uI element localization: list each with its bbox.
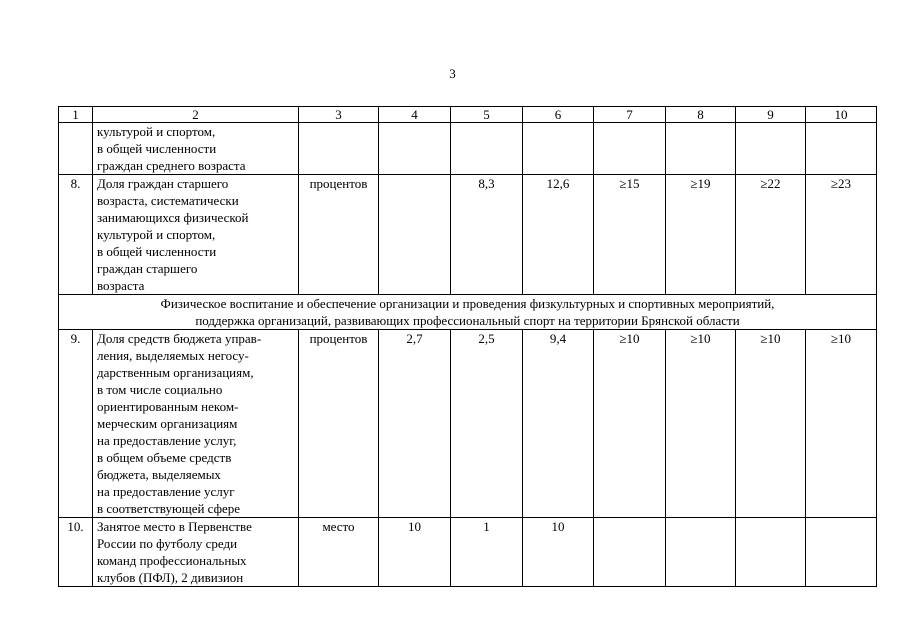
- value-cell: ≥10: [594, 330, 666, 518]
- table-row: [59, 518, 877, 587]
- column-header: 10: [806, 107, 877, 123]
- column-header: 5: [451, 107, 523, 123]
- row-number: 9.: [59, 330, 93, 518]
- table-row-continuation: [59, 123, 877, 175]
- value-cell: 1: [451, 518, 523, 587]
- indicator-name: культурой и спортом, в общей численности граждан среднего возраста: [93, 123, 299, 175]
- value-cell: ≥15: [594, 175, 666, 295]
- value-cell: 2,7: [379, 330, 451, 518]
- indicator-name: Доля средств бюджета управ- ления, выделяемых негосу- дарственным организациям, в том числе социально ориентированным неком- мерческим организациям на предоставление услуг, в общем объеме средств бюджета, выделяемых на предоставление услуг в соответствующей сфере: [93, 330, 299, 518]
- value-cell: [379, 175, 451, 295]
- column-header: 9: [736, 107, 806, 123]
- value-cell: ≥10: [806, 330, 877, 518]
- unit-cell: место: [299, 518, 379, 587]
- value-cell: [736, 518, 806, 587]
- row-number: [59, 123, 93, 175]
- value-cell: [666, 518, 736, 587]
- column-header: 3: [299, 107, 379, 123]
- unit-cell: процентов: [299, 330, 379, 518]
- value-cell: ≥22: [736, 175, 806, 295]
- column-header: 6: [523, 107, 594, 123]
- value-cell: 9,4: [523, 330, 594, 518]
- value-cell: ≥10: [666, 330, 736, 518]
- value-cell: [451, 123, 523, 175]
- unit-cell: [299, 123, 379, 175]
- value-cell: [666, 123, 736, 175]
- column-header: 2: [93, 107, 299, 123]
- row-number: 10.: [59, 518, 93, 587]
- value-cell: 8,3: [451, 175, 523, 295]
- column-header: 7: [594, 107, 666, 123]
- table-row: [59, 330, 877, 518]
- column-header: 8: [666, 107, 736, 123]
- page-number: 3: [449, 66, 456, 81]
- value-cell: ≥10: [736, 330, 806, 518]
- value-cell: 10: [523, 518, 594, 587]
- value-cell: [594, 518, 666, 587]
- value-cell: ≥23: [806, 175, 877, 295]
- row-number: 8.: [59, 175, 93, 295]
- value-cell: 12,6: [523, 175, 594, 295]
- table-row: [59, 175, 877, 295]
- value-cell: [736, 123, 806, 175]
- value-cell: [594, 123, 666, 175]
- column-header: 1: [59, 107, 93, 123]
- value-cell: ≥19: [666, 175, 736, 295]
- value-cell: [523, 123, 594, 175]
- value-cell: [806, 518, 877, 587]
- value-cell: 10: [379, 518, 451, 587]
- column-header: 4: [379, 107, 451, 123]
- value-cell: [806, 123, 877, 175]
- unit-cell: процентов: [299, 175, 379, 295]
- value-cell: [379, 123, 451, 175]
- section-header-row: [59, 295, 877, 330]
- section-title: Физическое воспитание и обеспечение организации и проведения физкультурных и спортивных мероприятий, поддержка организаций, развивающих профессиональный спорт на территории Брянской области: [59, 295, 877, 330]
- indicator-name: Доля граждан старшего возраста, систематически занимающихся физической культурой и спортом, в общей численности граждан старшего возраста: [93, 175, 299, 295]
- table-header-row: [59, 107, 877, 123]
- indicators-table: [58, 106, 877, 587]
- value-cell: 2,5: [451, 330, 523, 518]
- indicator-name: Занятое место в Первенстве России по футболу среди команд профессиональных клубов (ПФЛ), 2 дивизион: [93, 518, 299, 587]
